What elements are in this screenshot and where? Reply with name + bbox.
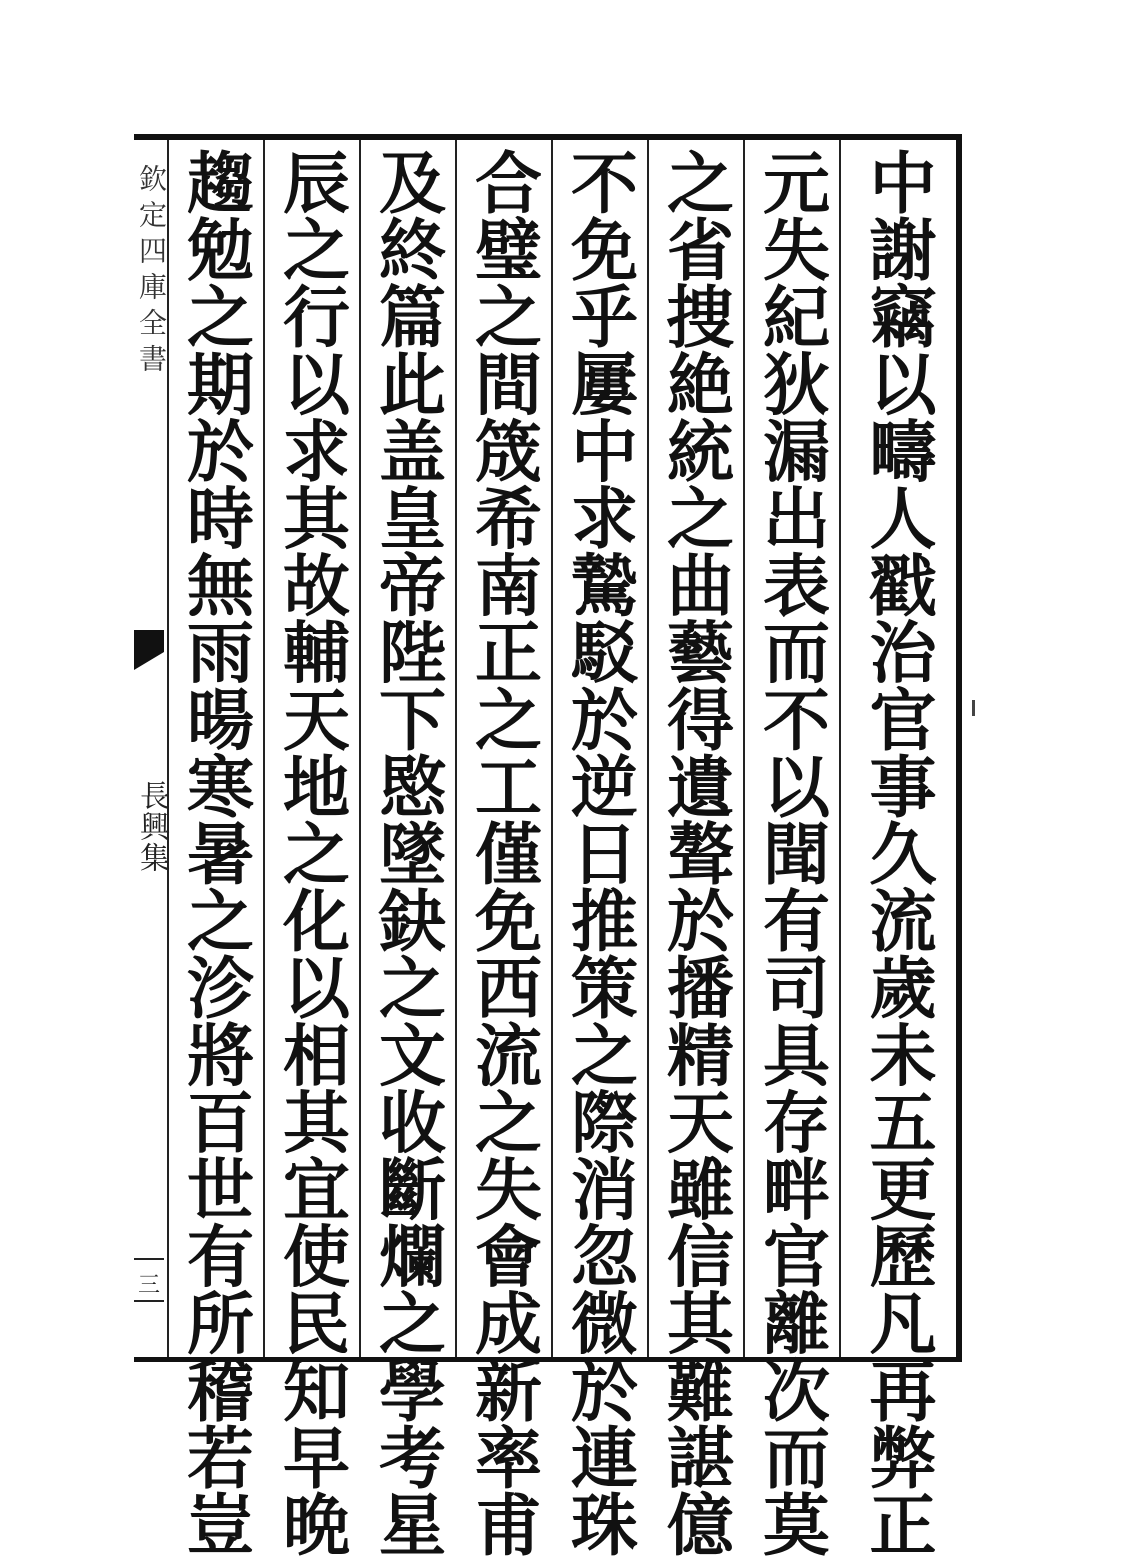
page-number-rule-bottom (134, 1300, 164, 1302)
page-margin-strip (134, 140, 167, 1357)
text-column (263, 140, 359, 1557)
text-column (551, 140, 647, 1557)
column-text: 元失紀狄漏出表而不以聞有司具存畔官離次而莫 (752, 148, 832, 1557)
page-number-rule-top (134, 1258, 164, 1260)
text-column (359, 140, 455, 1557)
text-column (647, 140, 743, 1557)
scan-artifact-mark (972, 700, 975, 716)
text-column (743, 140, 839, 1557)
book-series-title: 欽定四庫全書 (135, 164, 168, 380)
column-text: 不免乎屢中求騺駁於逆日推策之際消忽微於連珠 (560, 148, 640, 1557)
text-column (839, 140, 956, 1557)
column-text: 及終篇此盖皇帝陛下愍墜鈌之文收斷爛之學考星 (368, 148, 448, 1557)
column-text: 趨勉之期於時無雨暘寒暑之沴將百世有所稽若豈 (176, 148, 256, 1557)
column-text: 合璧之間筬希南正之工僅免西流之失會成新率甫 (464, 148, 544, 1557)
page-number: 三 (138, 1273, 161, 1298)
text-column (167, 140, 263, 1557)
column-text: 中謝竊以疇人戳治官事久流歲未五更歷凡再弊正 (859, 148, 938, 1557)
collection-title: 長興集 (134, 780, 169, 873)
column-text: 辰之行以求其故輔天地之化以相其宜使民知早晩 (272, 148, 352, 1557)
column-text: 之省捜絶統之曲藝得遺聱於播精天雖信其難諶億 (656, 148, 736, 1557)
text-columns (167, 140, 956, 1557)
text-column (455, 140, 551, 1557)
fish-tail-mark (134, 630, 164, 670)
